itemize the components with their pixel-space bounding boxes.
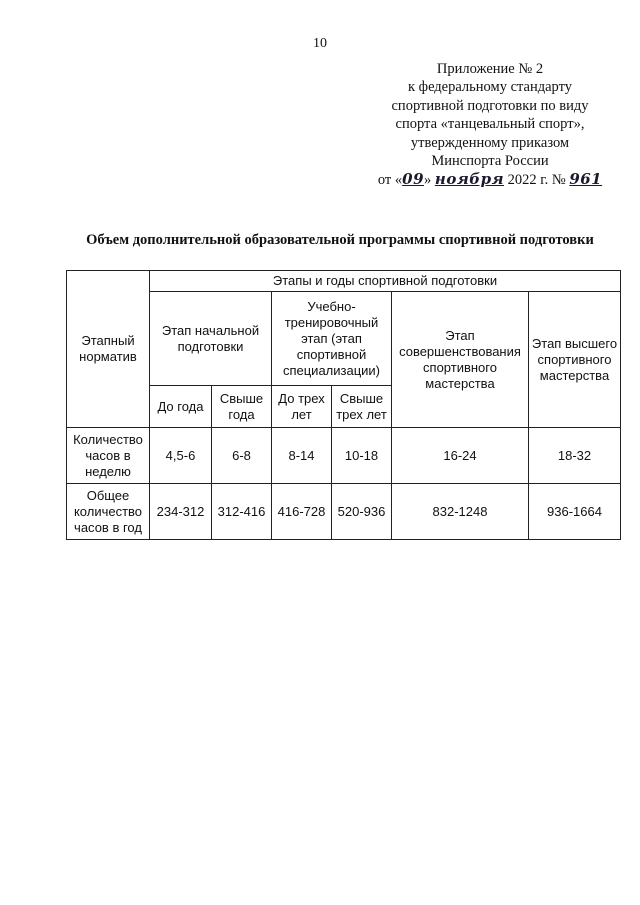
value-cell: 4,5-6 (150, 428, 212, 484)
appendix-line: спорта «танцевальный спорт», (395, 116, 585, 133)
table-row (67, 428, 621, 484)
appendix-line: Минспорта России (431, 153, 549, 170)
order-day-handwritten: 09 (402, 170, 425, 189)
stage-header-cell: Учебно-тренировочный этап (этап спортивной специализации) (272, 292, 392, 386)
appendix-line: Приложение № 2 (436, 61, 544, 77)
year-header-cell: Свыше года (212, 386, 272, 428)
value-cell: 10-18 (332, 428, 392, 484)
appendix-line: утвержденному приказом (410, 134, 570, 151)
year-header-cell: До года (150, 386, 212, 428)
order-line (360, 170, 620, 189)
table-row (67, 484, 621, 540)
document-title: Объем дополнительной образовательной программы спортивной подготовки (86, 232, 594, 248)
stage-header-cell: Этап высшего спортивного мастерства (529, 292, 621, 428)
table-header-row (67, 271, 621, 292)
year-header-cell: До трех лет (272, 386, 332, 428)
value-cell: 16-24 (392, 428, 529, 484)
appendix-line: к федеральному стандарту (408, 79, 572, 96)
stage-header-cell: Этап начальной подготовки (150, 292, 272, 386)
order-number-handwritten: 961 (569, 170, 603, 189)
value-cell: 312-416 (212, 484, 272, 540)
value-cell: 832-1248 (392, 484, 529, 540)
row-header-cell: Этапный норматив (67, 271, 150, 428)
page-number: 10 (313, 36, 327, 51)
value-cell: 416-728 (272, 484, 332, 540)
order-mid: » (424, 172, 435, 189)
order-prefix: от « (377, 172, 403, 189)
row-label-cell: Количество часов в неделю (67, 428, 150, 484)
stage-header-row (67, 292, 621, 386)
order-year: 2022 г. № (504, 172, 570, 189)
appendix-block (360, 60, 620, 190)
order-month-handwritten: ноября (434, 170, 505, 189)
year-header-cell: Свыше трех лет (332, 386, 392, 428)
group-header-cell: Этапы и годы спортивной подготовки (150, 271, 621, 292)
value-cell: 520-936 (332, 484, 392, 540)
value-cell: 8-14 (272, 428, 332, 484)
norms-table (66, 270, 621, 540)
value-cell: 234-312 (150, 484, 212, 540)
row-label-cell: Общее количество часов в год (67, 484, 150, 540)
value-cell: 936-1664 (529, 484, 621, 540)
stage-header-cell: Этап совершенствования спортивного мастерства (392, 292, 529, 428)
value-cell: 6-8 (212, 428, 272, 484)
appendix-line: спортивной подготовки по виду (391, 97, 589, 114)
value-cell: 18-32 (529, 428, 621, 484)
